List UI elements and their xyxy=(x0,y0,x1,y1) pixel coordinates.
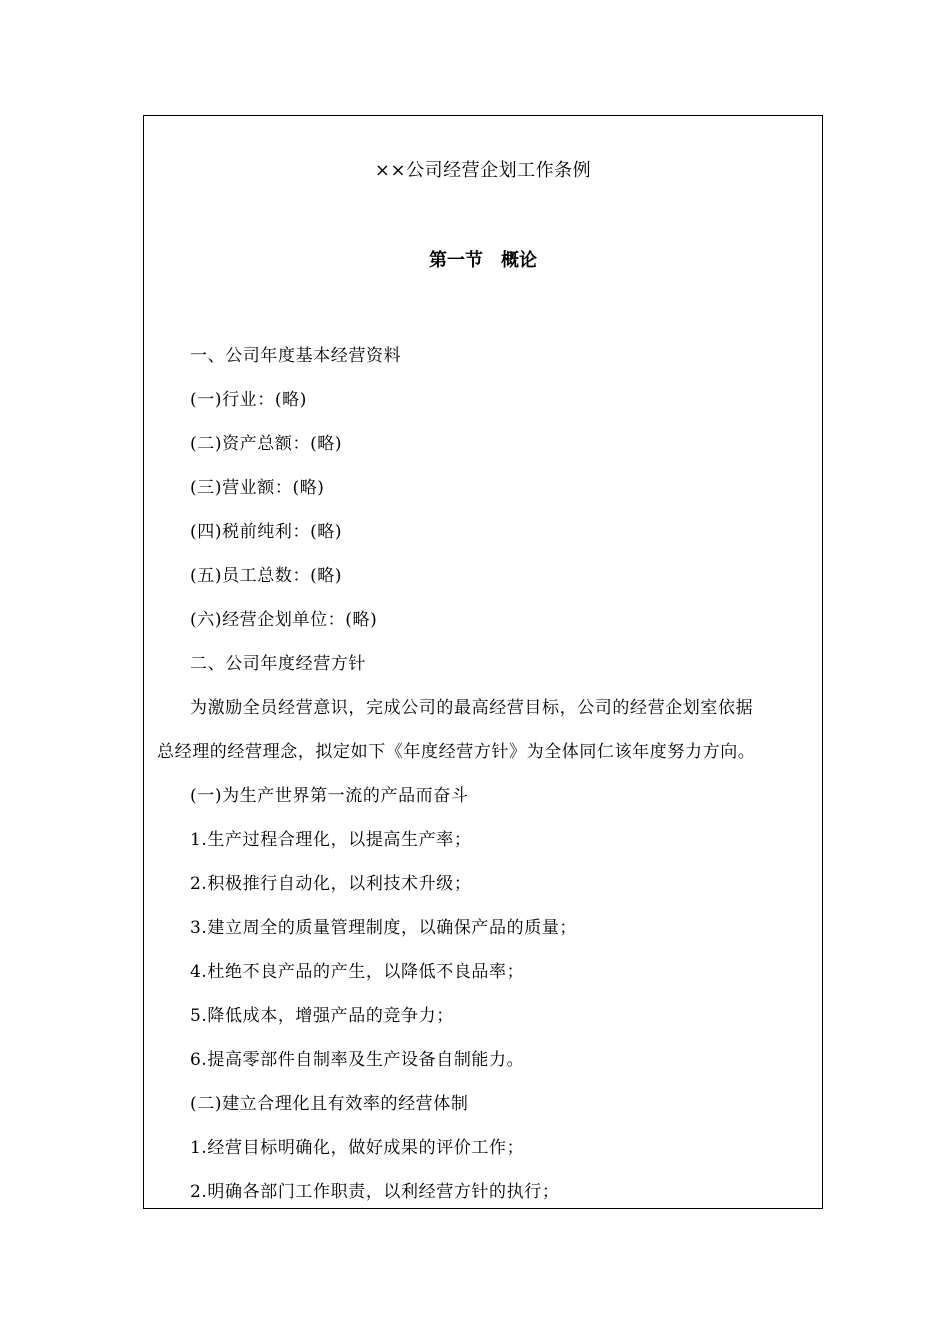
list-item: 2.明确各部门工作职责，以利经营方针的执行； xyxy=(190,1182,560,1202)
list-item-pretax-profit: (四)税前纯利：(略) xyxy=(190,522,343,542)
heading-business-policy: 二、公司年度经营方针 xyxy=(190,654,366,674)
heading-basic-info: 一、公司年度基本经营资料 xyxy=(190,346,402,366)
section-title: 第一节 概论 xyxy=(429,250,537,271)
list-item: 5.降低成本，增强产品的竞争力； xyxy=(190,1006,454,1026)
list-item: 1.生产过程合理化，以提高生产率； xyxy=(190,830,472,850)
document-frame xyxy=(143,115,823,1209)
list-item: 4.杜绝不良产品的产生，以降低不良品率； xyxy=(190,962,525,982)
list-item: 3.建立周全的质量管理制度，以确保产品的质量； xyxy=(190,918,578,938)
list-item-total-assets: (二)资产总额：(略) xyxy=(190,434,343,454)
paragraph-line: 总经理的经营理念，拟定如下《年度经营方针》为全体同仁该年度努力方向。 xyxy=(157,742,756,762)
paragraph-line: 为激励全员经营意识，完成公司的最高经营目标，公司的经营企划室依据 xyxy=(190,698,754,718)
document-body xyxy=(157,334,810,1214)
document-title: ××公司经营企划工作条例 xyxy=(374,160,592,181)
subheading-first-class-products: (一)为生产世界第一流的产品而奋斗 xyxy=(190,786,469,806)
list-item-revenue: (三)营业额：(略) xyxy=(190,478,325,498)
subheading-efficient-system: (二)建立合理化且有效率的经营体制 xyxy=(190,1094,469,1114)
list-item: 2.积极推行自动化，以利技术升级； xyxy=(190,874,472,894)
list-item: 6.提高零部件自制率及生产设备自制能力。 xyxy=(190,1050,525,1070)
list-item-industry: (一)行业：(略) xyxy=(190,390,307,410)
list-item: 1.经营目标明确化，做好成果的评价工作； xyxy=(190,1138,525,1158)
list-item-planning-unit: (六)经营企划单位：(略) xyxy=(190,610,378,630)
list-item-employees: (五)员工总数：(略) xyxy=(190,566,343,586)
